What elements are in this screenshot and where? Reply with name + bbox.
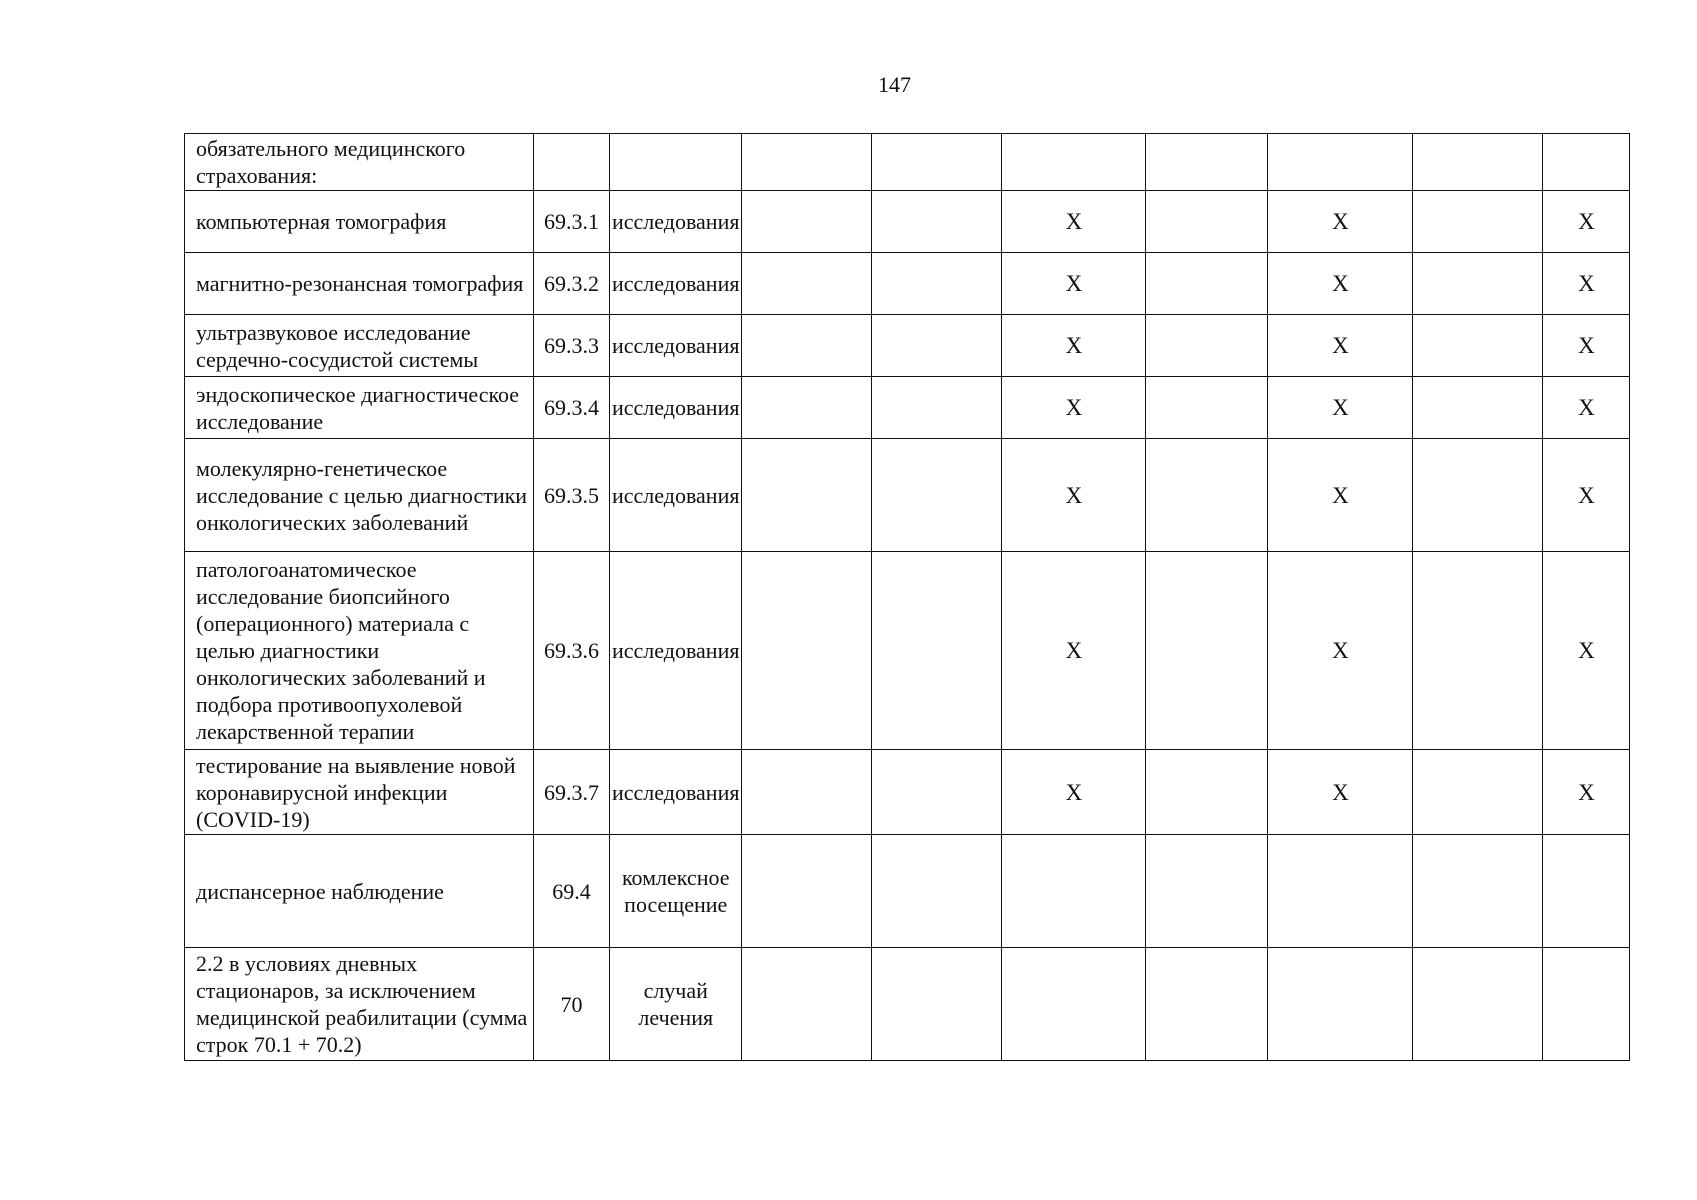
row-unit: случай лечения xyxy=(610,948,742,1061)
row-unit: исследования xyxy=(610,750,742,835)
empty-cell xyxy=(1146,439,1268,552)
mark-cell: X xyxy=(1002,552,1146,750)
mark-cell: X xyxy=(1002,315,1146,377)
mark-cell xyxy=(1543,835,1630,948)
mark-cell: X xyxy=(1543,750,1630,835)
mark-cell xyxy=(1268,948,1413,1061)
row-code: 69.3.2 xyxy=(534,253,610,315)
mark-cell: X xyxy=(1268,439,1413,552)
mark-cell: X xyxy=(1002,750,1146,835)
mark-cell: X xyxy=(1268,750,1413,835)
table-row xyxy=(185,439,1630,552)
mark-cell: X xyxy=(1002,253,1146,315)
row-name: 2.2 в условиях дневных стационаров, за исключением медицинской реабилитации (сумма строк 70.1 + 70.2) xyxy=(185,948,534,1061)
row-name: компьютерная томография xyxy=(185,191,534,253)
mark-cell xyxy=(1002,134,1146,191)
empty-cell xyxy=(872,191,1002,253)
empty-cell xyxy=(742,552,872,750)
empty-cell xyxy=(1146,315,1268,377)
mark-cell: X xyxy=(1543,191,1630,253)
empty-cell xyxy=(872,750,1002,835)
empty-cell xyxy=(1413,253,1543,315)
row-code: 69.3.3 xyxy=(534,315,610,377)
empty-cell xyxy=(1146,191,1268,253)
empty-cell xyxy=(872,315,1002,377)
page-number: 147 xyxy=(878,72,911,97)
row-unit: исследования xyxy=(610,552,742,750)
mark-cell xyxy=(1543,948,1630,1061)
empty-cell xyxy=(742,835,872,948)
row-code: 69.3.7 xyxy=(534,750,610,835)
empty-cell xyxy=(1413,134,1543,191)
mark-cell: X xyxy=(1268,552,1413,750)
empty-cell xyxy=(1146,253,1268,315)
mark-cell: X xyxy=(1268,377,1413,439)
table-row xyxy=(185,134,1630,191)
table-row xyxy=(185,191,1630,253)
row-name: эндоскопическое диагностическое исследование xyxy=(185,377,534,439)
row-unit: исследования xyxy=(610,253,742,315)
mark-cell: X xyxy=(1543,439,1630,552)
mark-cell: X xyxy=(1543,315,1630,377)
mark-cell xyxy=(1268,835,1413,948)
data-table xyxy=(184,133,1630,1061)
empty-cell xyxy=(1413,750,1543,835)
empty-cell xyxy=(872,948,1002,1061)
empty-cell xyxy=(872,253,1002,315)
row-code: 69.3.5 xyxy=(534,439,610,552)
mark-cell xyxy=(1002,835,1146,948)
mark-cell: X xyxy=(1268,253,1413,315)
row-code: 70 xyxy=(534,948,610,1061)
empty-cell xyxy=(872,835,1002,948)
empty-cell xyxy=(742,750,872,835)
row-code xyxy=(534,134,610,191)
mark-cell xyxy=(1002,948,1146,1061)
mark-cell: X xyxy=(1543,377,1630,439)
row-code: 69.3.4 xyxy=(534,377,610,439)
empty-cell xyxy=(1413,439,1543,552)
empty-cell xyxy=(1146,835,1268,948)
mark-cell: X xyxy=(1268,191,1413,253)
row-unit: исследования xyxy=(610,439,742,552)
row-code: 69.3.1 xyxy=(534,191,610,253)
empty-cell xyxy=(1146,552,1268,750)
mark-cell xyxy=(1543,134,1630,191)
empty-cell xyxy=(1413,835,1543,948)
empty-cell xyxy=(1146,377,1268,439)
table-row xyxy=(185,835,1630,948)
row-name: обязательного медицинского страхования: xyxy=(185,134,534,191)
mark-cell: X xyxy=(1002,439,1146,552)
empty-cell xyxy=(1146,134,1268,191)
mark-cell: X xyxy=(1543,253,1630,315)
row-name: магнитно-резонансная томография xyxy=(185,253,534,315)
empty-cell xyxy=(1413,377,1543,439)
row-unit: комлексное посещение xyxy=(610,835,742,948)
empty-cell xyxy=(742,948,872,1061)
row-name: патологоанатомическое исследование биопсийного (операционного) материала с целью диагностики онкологических заболеваний и подбора противоопухолевой лекарственной терапии xyxy=(185,552,534,750)
row-unit xyxy=(610,134,742,191)
empty-cell xyxy=(742,377,872,439)
row-unit: исследования xyxy=(610,315,742,377)
mark-cell: X xyxy=(1002,191,1146,253)
empty-cell xyxy=(1413,552,1543,750)
empty-cell xyxy=(872,439,1002,552)
row-code: 69.4 xyxy=(534,835,610,948)
row-name: диспансерное наблюдение xyxy=(185,835,534,948)
table-row xyxy=(185,552,1630,750)
row-code: 69.3.6 xyxy=(534,552,610,750)
empty-cell xyxy=(872,377,1002,439)
empty-cell xyxy=(1146,750,1268,835)
row-unit: исследования xyxy=(610,377,742,439)
mark-cell: X xyxy=(1268,315,1413,377)
mark-cell: X xyxy=(1002,377,1146,439)
empty-cell xyxy=(742,253,872,315)
mark-cell xyxy=(1268,134,1413,191)
table-row xyxy=(185,948,1630,1061)
empty-cell xyxy=(742,191,872,253)
empty-cell xyxy=(872,552,1002,750)
row-name: молекулярно-генетическое исследование с целью диагностики онкологических заболеваний xyxy=(185,439,534,552)
table-row xyxy=(185,377,1630,439)
empty-cell xyxy=(872,134,1002,191)
table-row xyxy=(185,750,1630,835)
empty-cell xyxy=(742,134,872,191)
empty-cell xyxy=(1413,191,1543,253)
mark-cell: X xyxy=(1543,552,1630,750)
row-name: ультразвуковое исследование сердечно-сосудистой системы xyxy=(185,315,534,377)
empty-cell xyxy=(1413,315,1543,377)
empty-cell xyxy=(1146,948,1268,1061)
empty-cell xyxy=(1413,948,1543,1061)
empty-cell xyxy=(742,315,872,377)
empty-cell xyxy=(742,439,872,552)
table-row xyxy=(185,253,1630,315)
row-name: тестирование на выявление новой коронавирусной инфекции (COVID-19) xyxy=(185,750,534,835)
row-unit: исследования xyxy=(610,191,742,253)
table-row xyxy=(185,315,1630,377)
